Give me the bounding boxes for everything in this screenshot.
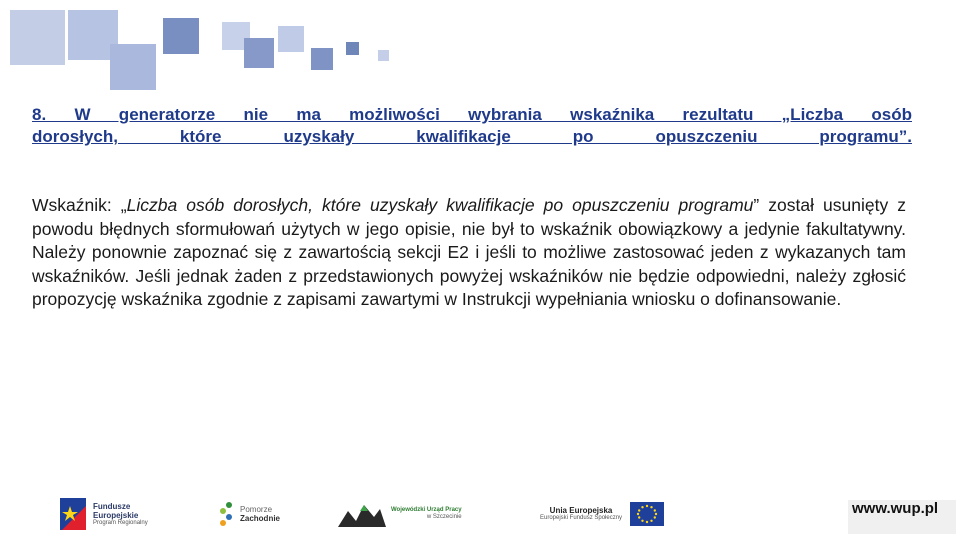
fe-star-icon <box>60 496 88 532</box>
deco-square <box>10 10 65 65</box>
fundusze-europejskie-logo <box>60 494 160 534</box>
deco-square <box>110 44 156 90</box>
pz-line1: Pomorze <box>240 505 273 514</box>
slide-title-line: 8. W generatorze nie ma możliwości wybrania wskaźnika rezultatu „Liczba osób <box>32 105 912 124</box>
deco-square <box>278 26 304 52</box>
eu-flag-icon <box>630 502 664 526</box>
pz-emblem-icon <box>215 499 237 529</box>
wup-logo <box>338 494 488 534</box>
indicator-name: Liczba osób dorosłych, które uzyskały kwalifikacje po opuszczeniu programu <box>126 195 754 215</box>
pomorze-zachodnie-logo <box>215 494 305 534</box>
website-link[interactable]: www.wup.pl <box>848 500 956 534</box>
slide-title <box>32 104 912 148</box>
pz-line2: Zachodnie <box>240 514 281 523</box>
footer-logos <box>60 494 840 534</box>
fe-line1: Fundusze <box>93 501 131 511</box>
deco-square <box>311 48 333 70</box>
fe-line3: Program Regionalny <box>93 519 148 526</box>
wup-mountains-icon <box>338 499 386 529</box>
slide-title-line: dorosłych, które uzyskały kwalifikacje po opuszczeniu programu”. <box>32 127 912 146</box>
deco-square <box>163 18 199 54</box>
deco-square <box>346 42 359 55</box>
body-paragraph <box>32 194 906 312</box>
wup-line2: w Szczecinie <box>426 514 462 520</box>
deco-square <box>378 50 389 61</box>
unia-europejska-logo <box>540 494 690 534</box>
body-rest: ” został usunięty z powodu błędnych sformułowań użytych w jego opisie, nie był to wskaźnik obowiązkowy a jedynie fakultatywny. Należy ponownie zapoznać się z zawartością sekcji E2 i jeśli to możliwe zastosować jeden z wykazanych tam wskaźników. Jeśli jednak żaden z przedstawionych powyżej wskaźników nie będzie odpowiedni, należy zgłosić propozycję wskaźnika zgodnie z zapisami zawartymi w Instrukcji wypełniania wniosku o dofinansowanie. <box>32 195 906 309</box>
body-prefix: Wskaźnik: „ <box>32 195 127 215</box>
ue-line1: Unia Europejska <box>549 506 613 515</box>
deco-square <box>244 38 274 68</box>
wup-line1: Wojewódzki Urząd Pracy <box>391 507 462 513</box>
fe-line2: Europejskie <box>93 510 139 520</box>
ue-line2: Europejski Fundusz Społeczny <box>540 515 623 521</box>
